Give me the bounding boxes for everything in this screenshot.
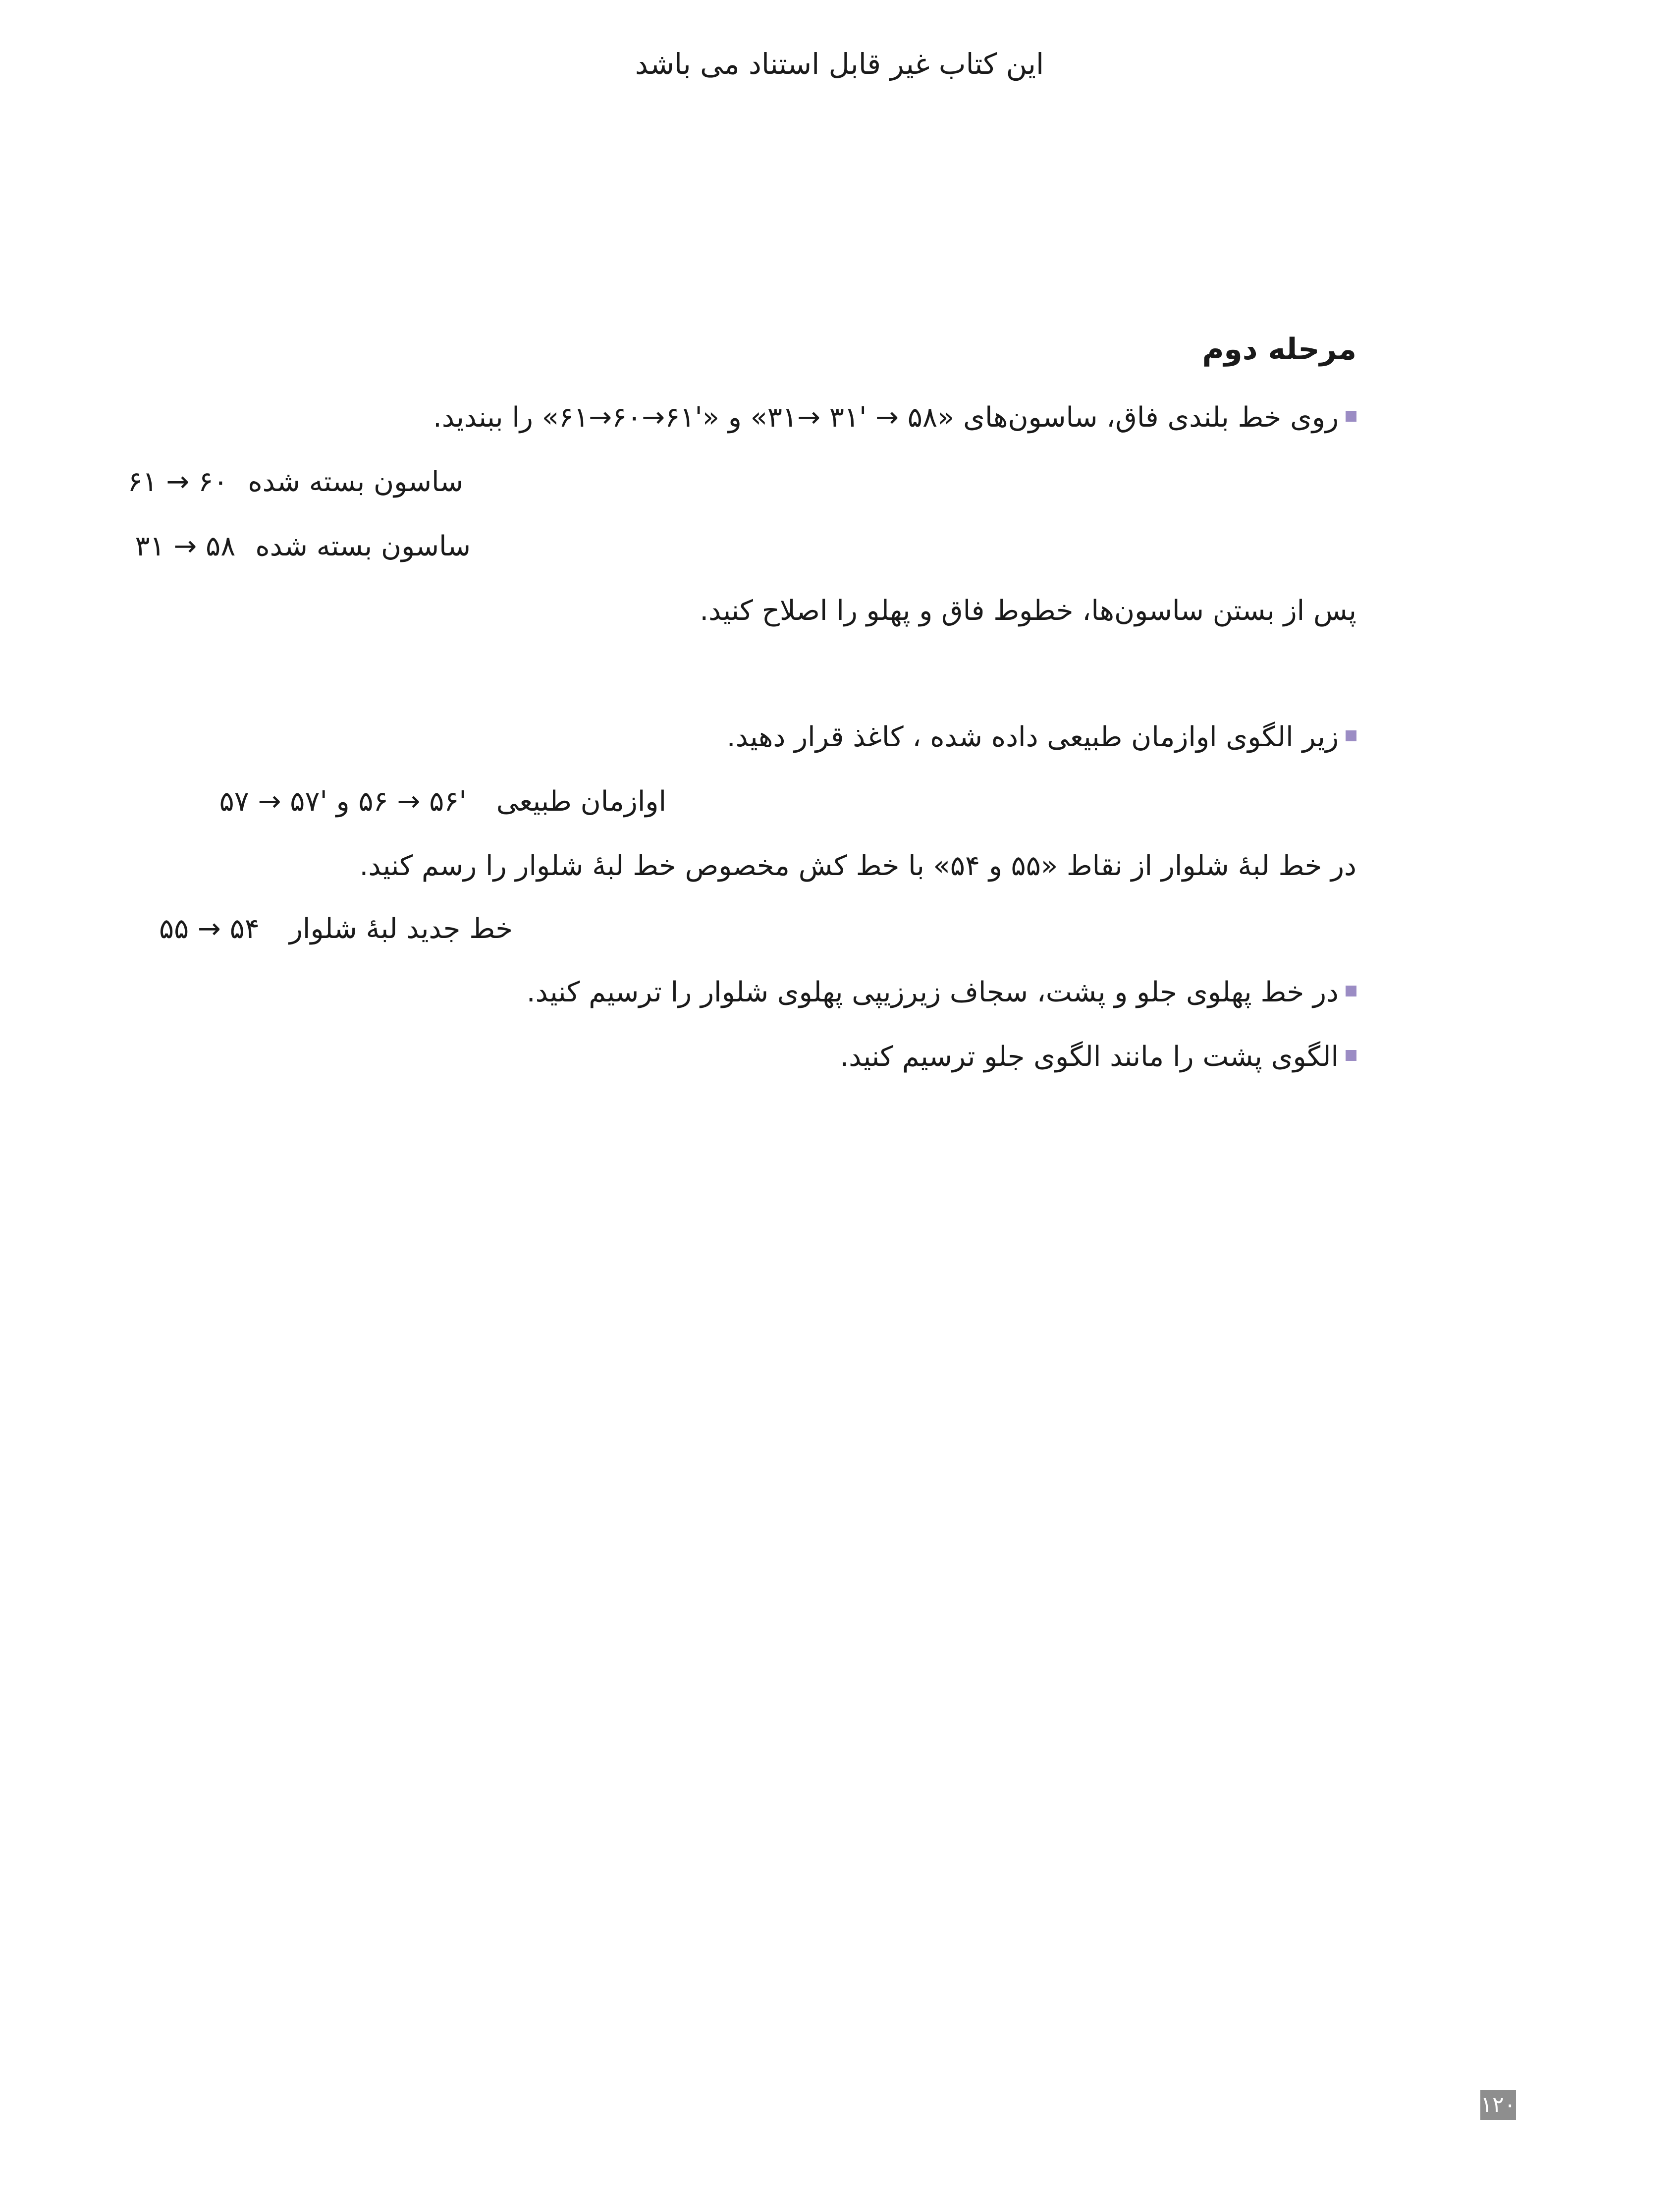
page-header: این کتاب غیر قابل استناد می باشد xyxy=(635,47,1044,81)
bullet-square-icon xyxy=(1346,986,1356,996)
formula-value: ۵۸ → ۳۱ xyxy=(135,530,236,562)
bullet-text: زیر الگوی اوازمان طبیعی داده شده ، کاغذ قرار دهید. xyxy=(726,721,1339,753)
bullet-item-1 xyxy=(433,401,1356,434)
formula-value: '۵۶ → ۵۶ و '۵۷ → ۵۷ xyxy=(219,785,467,818)
bullet-text: الگوی پشت را مانند الگوی جلو ترسیم کنید. xyxy=(840,1041,1339,1073)
paragraph-1: پس از بستن ساسون‌ها، خطوط فاق و پهلو را اصلاح کنید. xyxy=(700,595,1356,627)
bullet-text: در خط پهلوی جلو و پشت، سجاف زیرزیپی پهلوی شلوار را ترسیم کنید. xyxy=(526,976,1339,1008)
bullet-item-2 xyxy=(727,721,1356,753)
formula-dart-2 xyxy=(121,530,471,562)
formula-dart-1 xyxy=(121,466,463,498)
formula-label: ساسون بسته شده xyxy=(248,466,463,498)
bullet-item-4 xyxy=(840,1041,1356,1073)
bullet-text: روی خط بلندی فاق، ساسون‌های «۵۸ → '۳۱ →۳۱» و «'۶۱→۶۰→۶۱» را ببندید. xyxy=(433,401,1339,434)
formula-value: ۶۰ → ۶۱ xyxy=(127,466,228,498)
formula-hem-line xyxy=(121,913,513,945)
formula-label: اوازمان طبیعی xyxy=(496,785,666,818)
bullet-square-icon xyxy=(1346,411,1356,422)
bullet-item-3 xyxy=(527,976,1356,1008)
formula-label: خط جدید لبهٔ شلوار xyxy=(289,913,513,945)
bullet-square-icon xyxy=(1346,1050,1356,1061)
section-title: مرحله دوم xyxy=(1202,332,1356,367)
formula-value: ۵۴ → ۵۵ xyxy=(159,913,260,945)
formula-ease xyxy=(121,785,666,818)
formula-label: ساسون بسته شده xyxy=(255,530,471,562)
paragraph-2: در خط لبهٔ شلوار از نقاط «۵۵ و ۵۴» با خط کش مخصوص خط لبهٔ شلوار را رسم کنید. xyxy=(359,850,1356,882)
page-number: ۱۲۰ xyxy=(1480,2090,1516,2120)
bullet-square-icon xyxy=(1346,730,1356,741)
